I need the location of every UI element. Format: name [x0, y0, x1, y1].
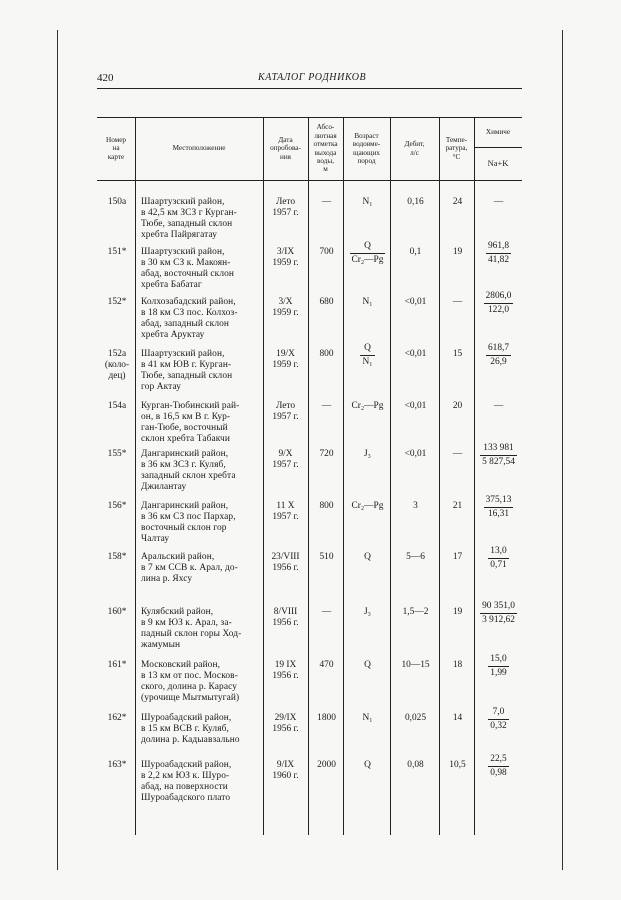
rock-age: N₁ — [362, 197, 373, 207]
altitude-value: 1800 — [317, 713, 336, 723]
chem-na-k — [475, 707, 522, 732]
chem-na-k-fraction — [488, 707, 508, 732]
map-number: 158* — [107, 552, 127, 562]
chem-na-k — [475, 443, 522, 468]
debit-value: <0,01 — [404, 297, 427, 307]
sampling-date: 23/VIII 1956 г. — [271, 552, 300, 573]
debit-value: <0,01 — [404, 449, 427, 459]
page-number: 420 — [97, 72, 114, 84]
sampling-date: 3/IX 1959 г. — [272, 247, 299, 268]
header-debit: Дебит, л/с — [404, 140, 425, 157]
location-text: Кулябский район, в 9 км ЮЗ к. Арал, за- падный склон горы Ход- жамумын — [141, 607, 242, 650]
altitude-value: 800 — [319, 349, 334, 359]
rock-age: N₁ — [362, 297, 373, 307]
header-date: Дата опробова- ния — [270, 135, 301, 161]
rock-age: J₃ — [364, 607, 371, 617]
header-altitude: Абсо- лютная отметка выхода воды, м — [313, 123, 338, 174]
map-number: 156* — [107, 501, 127, 511]
column-divider — [343, 117, 344, 835]
map-number: 152* — [107, 297, 127, 307]
rock-age: Cr₂—Pg — [351, 501, 384, 511]
map-number: 154а — [107, 401, 127, 411]
chem-na-k-numerator: 375,13 — [484, 495, 514, 508]
temperature-value: 19 — [452, 247, 463, 257]
debit-value: 1,5—2 — [402, 607, 429, 617]
header-chem-na-k: Na+K — [487, 158, 509, 169]
header-rule — [97, 88, 522, 89]
column-divider — [439, 117, 440, 835]
chem-na-k — [475, 546, 522, 571]
chem-na-k: — — [493, 401, 504, 411]
chem-na-k-numerator: 133 981 — [480, 443, 517, 456]
location-text: Курган-Тюбинский рай- он, в 16,5 км В г. Кур- ган-Тюбе, восточный склон хребта Табакчи — [141, 401, 240, 444]
map-number: 155* — [107, 449, 127, 459]
rock-age — [344, 343, 391, 368]
chem-na-k: — — [493, 197, 504, 207]
chem-na-k-fraction — [484, 291, 514, 316]
chem-na-k-fraction — [486, 343, 511, 368]
chem-na-k-denominator: 1,99 — [490, 668, 507, 678]
chem-na-k-numerator: 13,0 — [488, 546, 508, 559]
sampling-date: 19 IX 1956 г. — [272, 660, 299, 681]
map-number: 160* — [107, 607, 127, 617]
altitude-value: — — [321, 607, 332, 617]
chem-na-k-fraction — [484, 495, 514, 520]
chem-na-k-denominator: 26,9 — [490, 357, 507, 367]
chem-na-k-numerator: 7,0 — [488, 707, 508, 720]
chem-na-k-denominator: 122,0 — [487, 305, 510, 315]
debit-value: <0,01 — [404, 349, 427, 359]
chem-na-k-fraction — [488, 654, 508, 679]
debit-value: 3 — [413, 501, 418, 511]
chem-na-k — [475, 343, 522, 368]
chem-na-k-denominator: 41,82 — [487, 255, 510, 265]
rock-age-numerator: Q — [350, 241, 386, 254]
location-text: Шуроабадский район, в 2,2 км ЮЗ к. Шуро- абад, на поверхности Шуроабадского плато — [141, 760, 232, 803]
sampling-date: 3/X 1959 г. — [272, 297, 299, 318]
altitude-value: 720 — [319, 449, 334, 459]
chem-na-k-numerator: 15,0 — [488, 654, 508, 667]
column-divider — [308, 117, 309, 835]
header-temperature: Темпе- ратура, °С — [445, 135, 468, 161]
temperature-value: 18 — [452, 660, 463, 670]
chem-na-k — [475, 654, 522, 679]
chem-na-k-denominator: 16,31 — [487, 509, 510, 519]
location-text: Московский район, в 13 км от пос. Москов- ского, долина р. Карасу (урочище Мытмытугай) — [141, 660, 240, 703]
sampling-date: 19/X 1959 г. — [272, 349, 299, 370]
rock-age: Q — [364, 552, 371, 562]
header-chemistry: Химиче — [485, 127, 511, 136]
header-location: Местоположение — [172, 144, 226, 153]
page-left-edge — [57, 30, 58, 870]
map-number: 163* — [107, 760, 127, 770]
chem-na-k — [475, 241, 522, 266]
temperature-value: 20 — [452, 401, 463, 411]
sampling-date: 11 X 1957 г. — [272, 501, 299, 522]
sampling-date: 9/X 1957 г. — [272, 449, 299, 470]
chem-na-k-numerator: 961,8 — [486, 241, 511, 254]
debit-value: 0,16 — [407, 197, 424, 207]
rock-age-denominator: Cr₂—Pg — [351, 255, 384, 265]
sampling-date: 29/IX 1956 г. — [272, 713, 299, 734]
location-text: Аральский район, в 7 км ССВ к. Арал, до- лина р. Яхсу — [141, 552, 238, 584]
table-header-rule — [97, 180, 522, 181]
sampling-date: 8/VIII 1956 г. — [272, 607, 299, 628]
column-divider — [390, 117, 391, 835]
chem-na-k-numerator: 22,5 — [488, 754, 508, 767]
location-text: Дангаринский район, в 36 км ЗСЗ г. Куляб, западный склон хребта Джилантау — [141, 449, 236, 492]
temperature-value: 24 — [452, 197, 463, 207]
map-number: 150а — [107, 197, 127, 207]
temperature-value: 17 — [452, 552, 463, 562]
temperature-value: 14 — [452, 713, 463, 723]
map-number: 161* — [107, 660, 127, 670]
debit-value: <0,01 — [404, 401, 427, 411]
rock-age: Cr₂—Pg — [351, 401, 384, 411]
chem-na-k-denominator: 0,32 — [490, 721, 507, 731]
rock-age-denominator: N₁ — [362, 357, 373, 367]
sampling-date: Лето 1957 г. — [272, 197, 299, 218]
chem-na-k-numerator: 2806,0 — [484, 291, 514, 304]
chem-na-k-fraction — [488, 754, 508, 779]
temperature-value: 21 — [452, 501, 463, 511]
location-text: Колхозабадский район, в 18 км СЗ пос. Колхоз- абад, западный склон хребта Аруктау — [141, 297, 238, 340]
chem-na-k — [475, 495, 522, 520]
header-map-number: Номер на карте — [106, 135, 126, 161]
rock-age-numerator: Q — [360, 343, 374, 356]
sampling-date: Лето 1957 г. — [272, 401, 299, 422]
rock-age-fraction — [360, 343, 374, 368]
chem-na-k — [475, 601, 522, 626]
debit-value: 5—6 — [406, 552, 425, 562]
sampling-date: 9/IX 1960 г. — [272, 760, 299, 781]
chem-na-k-denominator: 5 827,54 — [482, 457, 515, 467]
debit-value: 0,1 — [409, 247, 422, 257]
debit-value: 10—15 — [401, 660, 430, 670]
chem-na-k — [475, 754, 522, 779]
temperature-value: 10,5 — [449, 760, 466, 770]
chem-na-k-fraction — [480, 601, 517, 626]
chem-na-k-denominator: 0,71 — [490, 560, 507, 570]
temperature-value: — — [452, 449, 463, 459]
map-number: 162* — [107, 713, 127, 723]
location-text: Шаартузский район, в 30 км СЗ к. Макоян- абад, восточный склон хребта Бабатаг — [141, 247, 235, 290]
location-text: Шаартузский район, в 41 км ЮВ г. Курган- Тюбе, западный склон гор Актау — [141, 349, 233, 392]
chem-na-k — [475, 291, 522, 316]
running-title: КАТАЛОГ РОДНИКОВ — [258, 72, 367, 83]
chem-na-k-fraction — [488, 546, 508, 571]
altitude-value: 2000 — [317, 760, 336, 770]
temperature-value: 19 — [452, 607, 463, 617]
altitude-value: 470 — [319, 660, 334, 670]
location-text: Шаартузский район, в 42,5 км ЗСЗ г Курган- Тюбе, западный склон хребта Пайрягатау — [141, 197, 237, 240]
altitude-value: 700 — [319, 247, 334, 257]
location-text: Дангаринский район, в 36 км СЗ пос Пархар, восточный склон гор Чалтау — [141, 501, 236, 544]
debit-value: 0,08 — [407, 760, 424, 770]
rock-age: J₃ — [364, 449, 371, 459]
temperature-value: 15 — [452, 349, 463, 359]
page-right-edge — [562, 30, 563, 870]
temperature-value: — — [452, 297, 463, 307]
rock-age: N₁ — [362, 713, 373, 723]
springs-catalog-table — [97, 117, 522, 835]
debit-value: 0,025 — [404, 713, 427, 723]
chem-na-k-fraction — [480, 443, 517, 468]
altitude-value: — — [321, 401, 332, 411]
chem-na-k-numerator: 618,7 — [486, 343, 511, 356]
altitude-value: 510 — [319, 552, 334, 562]
map-number: 152а (коло- дец) — [104, 349, 130, 381]
rock-age: Q — [364, 660, 371, 670]
rock-age — [344, 241, 391, 266]
rock-age-fraction — [350, 241, 386, 266]
chem-na-k-denominator: 0,98 — [490, 768, 507, 778]
altitude-value: — — [321, 197, 332, 207]
chem-na-k-fraction — [486, 241, 511, 266]
map-number: 151* — [107, 247, 127, 257]
header-rock-age: Возраст водовме- щающих пород — [352, 131, 381, 165]
chem-na-k-numerator: 90 351,0 — [480, 601, 517, 614]
altitude-value: 680 — [319, 297, 334, 307]
chem-na-k-denominator: 3 912,62 — [482, 615, 515, 625]
location-text: Шуроабадский район, в 15 км ВСВ г. Куляб, долина р. Кадыавзально — [141, 713, 240, 745]
altitude-value: 800 — [319, 501, 334, 511]
rock-age: Q — [364, 760, 371, 770]
